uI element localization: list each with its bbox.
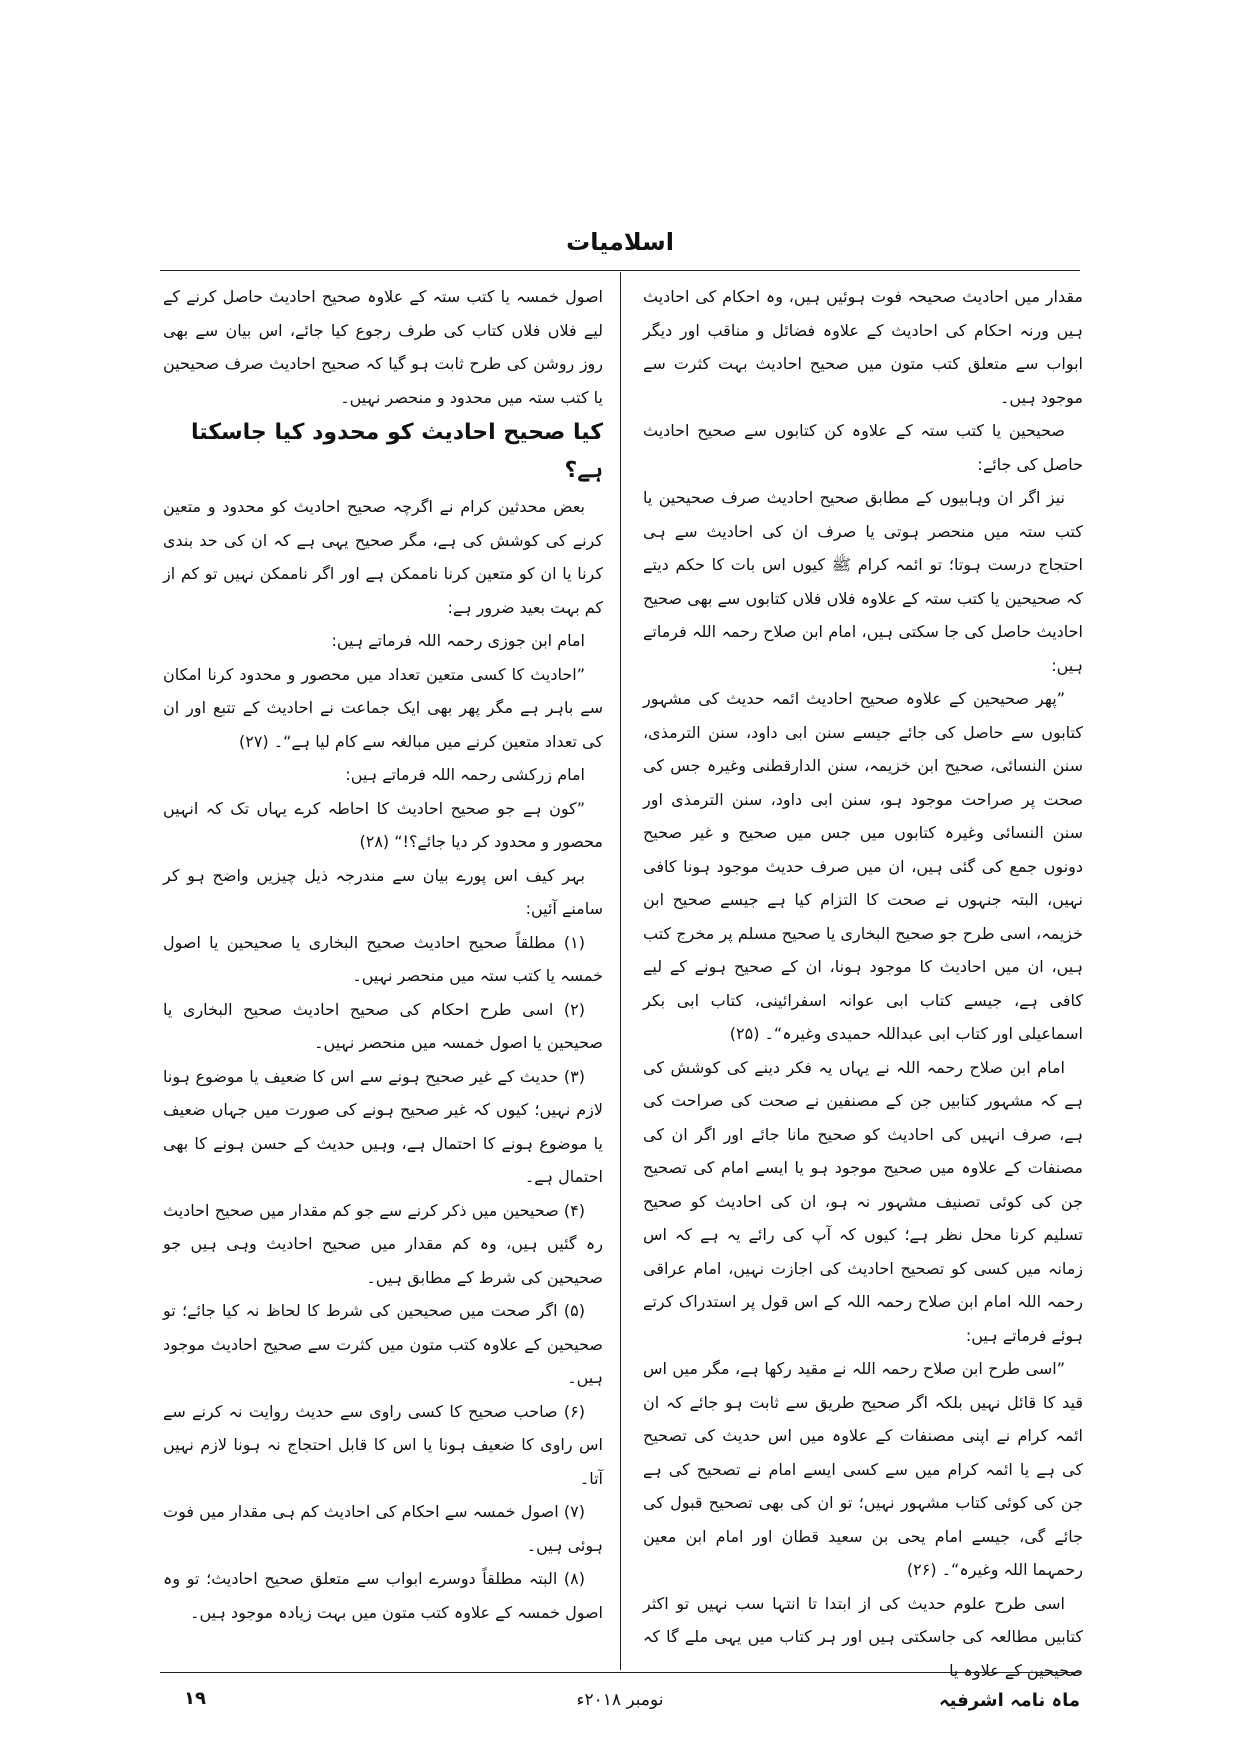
- section-heading: کیا صحیح احادیث کو محدود کیا جاسکتا ہے؟: [191, 420, 603, 483]
- quote-paragraph: ”احادیث کا کسی متعین تعداد میں محصور و محدود کرنا امکان سے باہر ہے مگر پھر بھی ایک جماعت نے احادیث کے تتبع اور ان کی تعداد متعین کرنے میں مبالغہ سے کام لیا ہے“۔ (۲۷): [163, 664, 603, 751]
- footer-rule: [160, 1672, 1080, 1673]
- list-item: (۶) صاحب صحیح کا کسی راوی سے حدیث روایت نہ کرنے سے اس راوی کا ضعیف ہونا یا اس کا قابل احتجاج نہ ہونا لازم نہیں آتا۔: [163, 1401, 603, 1488]
- list-item: (۸) البتہ مطلقاً دوسرے ابواب سے متعلق صحیح احادیث؛ تو وہ اصول خمسہ کے علاوہ کتب متون میں بہت زیادہ موجود ہیں۔: [163, 1569, 603, 1622]
- list-item: (۴) صحیحین میں ذکر کرنے سے جو کم مقدار میں صحیح احادیث رہ گئیں ہیں، وہ کم مقدار میں صحیح احادیث وہی ہیں جو صحیحین کی شرط کے مطابق ہیں۔: [163, 1200, 603, 1287]
- list-item: (۳) حدیث کے غیر صحیح ہونے سے اس کا ضعیف یا موضوع ہونا لازم نہیں؛ کیوں کہ غیر صحیح ہونے کی صورت میں جہاں ضعیف یا موضوع ہونے کا احتمال ہے، وہیں حدیث کے حسن ہونے کا بھی احتمال ہے۔: [163, 1066, 603, 1186]
- header-rule: [160, 270, 1080, 271]
- quote-paragraph: ”کون ہے جو صحیح احادیث کا احاطہ کرے یہاں تک کہ انہیں محصور و محدود کر دیا جائے؟!“ (۲۸): [163, 798, 603, 851]
- paragraph: بعض محدثین کرام نے اگرچہ صحیح احادیث کو محدود و متعین کرنے کی کوشش کی ہے، مگر صحیح یہی ہے کہ ان کی حد بندی کرنا یا ان کو متعین کرنا ناممکن ہے اور اگر ناممکن نہیں تو کم از کم بہت بعید ضرور ہے:: [163, 497, 603, 617]
- paragraph: امام ابن جوزی رحمہ اللہ فرماتے ہیں:: [331, 631, 585, 650]
- quote-paragraph: ”پھر صحیحین کے علاوہ صحیح احادیث ائمہ حدیث کی مشہور کتابوں سے حاصل کی جائے جیسے سنن ابی داود، سنن الترمذی، سنن النسائی، صحیح ابن خزیمہ، سنن الدارقطنی وغیرہ جس کی صحت پر صراحت موجود ہو، سنن ابی داود، سنن الترمذی اور سنن النسائی وغیرہ کتابوں میں جس میں صحیح و غیر صحیح دونوں جمع کی گئی ہیں، ان میں صرف حدیث موجود ہونا کافی نہیں، البتہ جنہوں نے صحت کا التزام کیا ہے جیسے صحیح ابن خزیمہ، اسی طرح جو صحیح البخاری یا صحیح مسلم پر مخرج کتب ہیں، ان میں احادیث کا موجود ہونا، ان کے صحیح ہونے کے لیے کافی ہے، جیسے کتاب ابی عوانہ اسفرائینی، کتاب ابی بکر اسماعیلی اور کتاب ابی عبداللہ حمیدی وغیرہ“۔ (۲۵): [643, 689, 1083, 1043]
- paragraph: امام ابن صلاح رحمہ اللہ نے یہاں یہ فکر دینے کی کوشش کی ہے کہ مشہور کتابیں جن کے مصنفین نے صحت کی صراحت کی ہے، صرف انہیں کی احادیث کو صحیح مانا جائے اور اگر ان کی مصنفات کے علاوہ میں صحیح موجود ہو یا ایسے امام کی تصحیح جن کی کوئی تصنیف مشہور نہ ہو، ان کی احادیث کو صحیح تسلیم کرنا محل نظر ہے؛ کیوں کہ آپ کی رائے یہ ہے کہ اس زمانہ میں کسی کو تصحیح احادیث کی اجازت نہیں، امام عراقی رحمہ اللہ امام ابن صلاح رحمہ اللہ کے اس قول پر استدراک کرتے ہوئے فرماتے ہیں:: [643, 1057, 1084, 1345]
- list-item: (۵) اگر صحت میں صحیحین کی شرط کا لحاظ نہ کیا جائے؛ تو صحیحین کے علاوہ کتب متون میں کثرت سے صحیح احادیث موجود ہیں۔: [163, 1301, 603, 1387]
- paragraph: صحیحین یا کتب ستہ کے علاوہ کن کتابوں سے صحیح احادیث حاصل کی جائے:: [643, 421, 1083, 474]
- list-item: (۲) اسی طرح احکام کی صحیح احادیث صحیح البخاری یا صحیحین یا اصول خمسہ میں منحصر نہیں۔: [163, 999, 603, 1052]
- section-title: اسلامیات: [566, 228, 674, 256]
- page-number: ۱۹: [184, 1688, 206, 1709]
- paragraph: نیز اگر ان وہابیوں کے مطابق صحیح احادیث صرف صحیحین یا کتب ستہ میں منحصر ہوتی یا صرف ان کی احادیث سے ہی احتجاج درست ہوتا؛ تو ائمہ کرام ﷺ کیوں اس بات کا حکم دیتے کہ صحیحین یا کتب ستہ کے علاوہ فلاں فلاں کتابوں سے بھی صحیح احادیث حاصل کی جا سکتی ہیں، امام ابن صلاح رحمہ اللہ فرماتے ہیں:: [643, 488, 1083, 675]
- issue-date: نومبر ۲۰۱۸ء: [576, 1690, 664, 1710]
- paragraph: اصول خمسہ یا کتب ستہ کے علاوہ صحیح احادیث حاصل کرنے کے لیے فلاں فلاں کتاب کی طرف رجوع کیا جائے، اس بیان سے بھی روز روشن کی طرح ثابت ہو گیا کہ صحیح احادیث صرف صحیحین یا کتب ستہ میں محدود و منحصر نہیں۔: [163, 287, 603, 407]
- paragraph: امام زرکشی رحمہ اللہ فرماتے ہیں:: [345, 765, 585, 784]
- right-column: [643, 280, 1084, 1680]
- list-item: (۱) مطلقاً صحیح احادیث صحیح البخاری یا صحیحین یا اصول خمسہ یا کتب ستہ میں منحصر نہیں۔: [163, 932, 603, 985]
- list-item: (۷) اصول خمسہ سے احکام کی احادیث کم ہی مقدار میں فوت ہوئی ہیں۔: [163, 1502, 603, 1555]
- left-column: [163, 280, 603, 1665]
- journal-name: ماہ نامہ اشرفیہ: [939, 1690, 1080, 1711]
- paragraph: اسی طرح علوم حدیث کی از ابتدا تا انتہا سب نہیں تو اکثر کتابیں مطالعہ کی جاسکتی ہیں اور ہر کتاب میں یہی ملے گا کہ صحیحین کے علاوہ یا: [643, 1593, 1083, 1680]
- quote-paragraph: ”اسی طرح ابن صلاح رحمہ اللہ نے مقید رکھا ہے، مگر میں اس قید کا قائل نہیں بلکہ اگر صحیح طریق سے ثابت ہو جائے کہ ان ائمہ کرام نے اپنی مصنفات کے علاوہ میں اس حدیث کی تصحیح کی ہے یا ائمہ کرام میں سے کسی ایسے امام نے تصحیح کی ہے جن کی کوئی کتاب مشہور نہیں؛ تو ان کی بھی تصحیح قبول کی جائے گی، جیسے امام یحی بن سعید قطان اور امام ابن معین رحمہما اللہ وغیرہ“۔ (۲۶): [643, 1359, 1083, 1579]
- paragraph: بہر کیف اس پورے بیان سے مندرجہ ذیل چیزیں واضح ہو کر سامنے آئیں:: [163, 865, 603, 918]
- column-divider: [620, 272, 621, 1670]
- paragraph: مقدار میں احادیث صحیحہ فوت ہوئیں ہیں، وہ احکام کی احادیث ہیں ورنہ احکام کی احادیث کے علاوہ فضائل و مناقب اور دیگر ابواب سے متعلق کتب متون میں صحیح احادیث بہت کثرت سے موجود ہیں۔: [643, 287, 1083, 407]
